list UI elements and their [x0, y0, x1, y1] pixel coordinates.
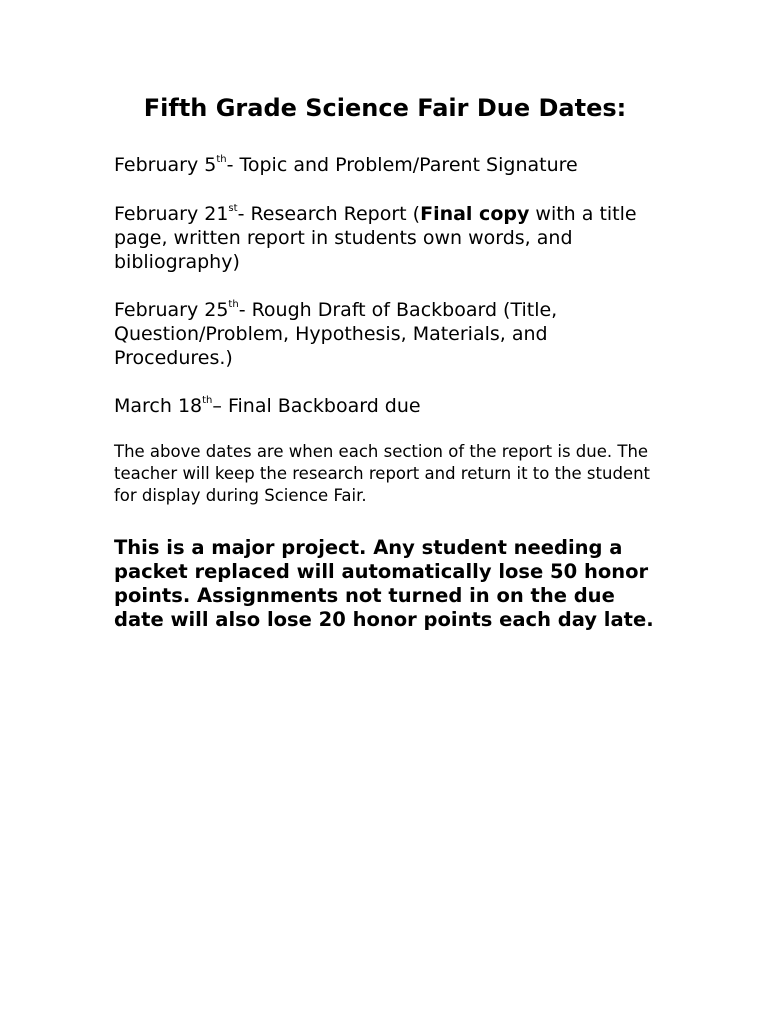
due-date-item	[114, 202, 654, 274]
note-paragraph: The above dates are when each section of the report is due. The teacher will keep the research report and return it to the student for display during Science Fair.	[114, 442, 651, 505]
due-date-description: - Topic and Problem/Parent Signature	[226, 154, 578, 176]
due-date-description-continued: with a title page, written report in students own words, and bibliography)	[114, 203, 637, 273]
due-date: February 5	[114, 154, 217, 176]
ordinal-suffix: st	[228, 202, 238, 214]
page-title: Fifth Grade Science Fair Due Dates:	[143, 94, 627, 122]
due-date-item	[114, 298, 654, 370]
due-date: March 18	[114, 395, 203, 417]
due-date: February 25	[114, 299, 229, 321]
due-date-description: - Research Report (	[237, 203, 421, 225]
due-date-description: – Final Backboard due	[212, 395, 421, 417]
due-date: February 21	[114, 203, 229, 225]
due-date-emphasis: Final copy	[420, 203, 530, 225]
ordinal-suffix: th	[228, 298, 239, 310]
due-date-item	[114, 153, 654, 177]
due-date-description: - Rough Draft of Backboard (Title, Question/Problem, Hypothesis, Materials, and Procedures.)	[114, 299, 558, 369]
warning-paragraph: This is a major project. Any student needing a packet replaced will automatically lose 50 honor points. Assignments not turned in on the due date will also lose 20 honor points each day late.	[114, 536, 654, 631]
due-date-item	[114, 394, 654, 418]
ordinal-suffix: th	[202, 394, 213, 406]
ordinal-suffix: th	[216, 153, 227, 165]
